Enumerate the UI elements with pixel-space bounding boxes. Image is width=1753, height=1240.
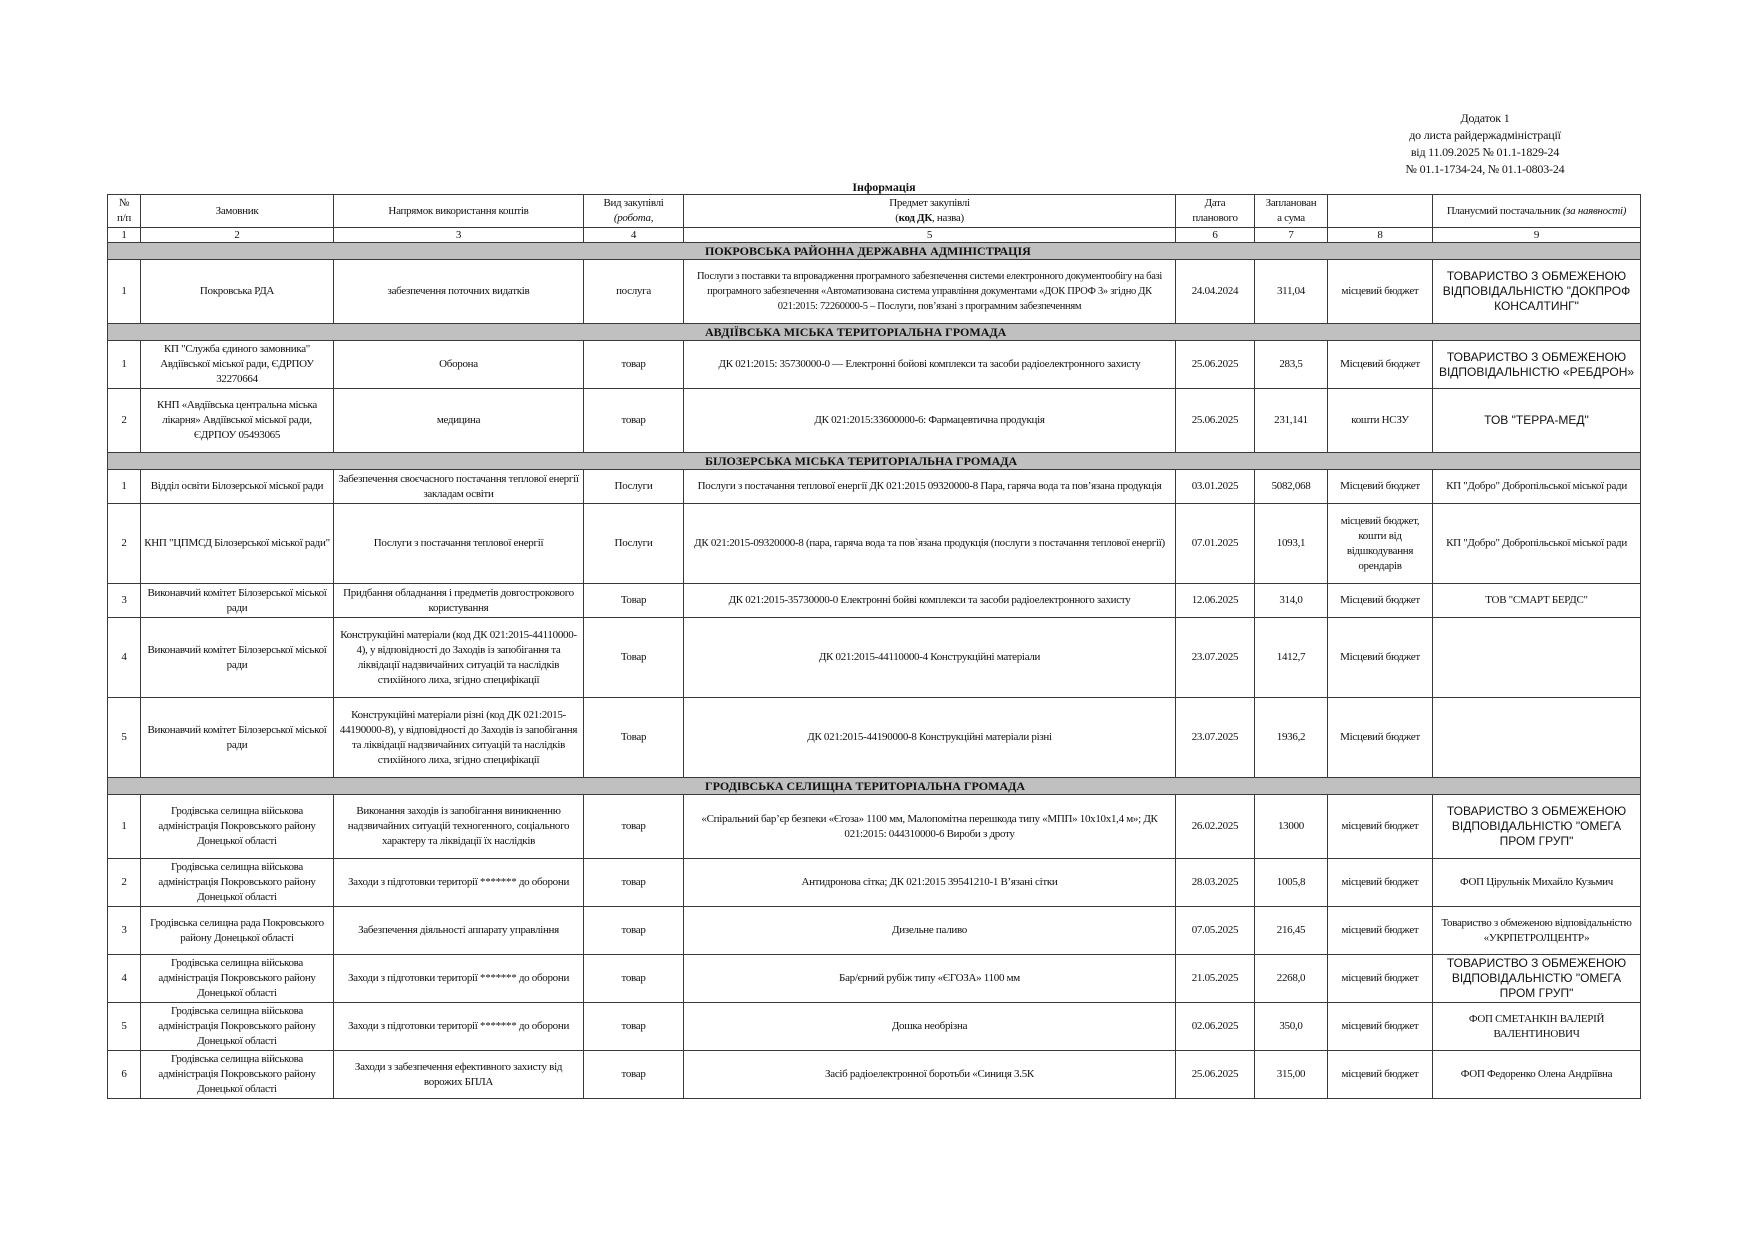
column-number: 2 [141,228,334,243]
column-numbers-row [108,228,1641,243]
column-number: 4 [584,228,684,243]
cell-purpose: Забезпечення своєчасного постачання теплової енергії закладам освіти [334,470,584,504]
header-purpose: Напрямок використання коштів [334,195,584,228]
header-amount: Запланован а сума [1255,195,1328,228]
cell-date: 25.06.2025 [1176,1051,1255,1099]
cell-type: товар [584,341,684,389]
cell-amount: 1936,2 [1255,698,1328,778]
cell-subject: ДК 021:2015-44190000-8 Конструкційні матеріали різні [684,698,1176,778]
cell-amount: 2268,0 [1255,955,1328,1003]
cell-source: Місцевий бюджет [1328,698,1433,778]
cell-type: товар [584,1051,684,1099]
table-row [108,955,1641,1003]
cell-purpose: Послуги з постачання теплової енергії [334,504,584,584]
cell-num: 4 [108,955,141,1003]
cell-source: місцевий бюджет [1328,1051,1433,1099]
cell-customer: Гродівська селищна військова адміністрація Покровського району Донецької області [141,1051,334,1099]
table-row [108,341,1641,389]
cell-subject: Дизельне паливо [684,907,1176,955]
table-row [108,1051,1641,1099]
cell-supplier: ТОВАРИСТВО З ОБМЕЖЕНОЮ ВІДПОВІДАЛЬНІСТЮ «РЕБДРОН» [1433,341,1641,389]
cell-amount: 350,0 [1255,1003,1328,1051]
cell-num: 1 [108,470,141,504]
section-title: БІЛОЗЕРСЬКА МІСЬКА ТЕРИТОРІАЛЬНА ГРОМАДА [705,454,1018,468]
annex-line-4: № 01.1-1734-24, № 01.1-0803-24 [1405,162,1565,176]
cell-type: Товар [584,584,684,618]
cell-customer: Покровська РДА [141,260,334,324]
cell-num: 5 [108,698,141,778]
cell-supplier: ТОВ "СМАРТ БЕРДС" [1433,584,1641,618]
cell-source: місцевий бюджет [1328,795,1433,859]
cell-amount: 314,0 [1255,584,1328,618]
cell-customer: Виконавчий комітет Білозерської міської ради [141,618,334,698]
cell-source: Місцевий бюджет [1328,341,1433,389]
cell-subject: Антидронова сітка; ДК 021:2015 39541210-1 В’язані сітки [684,859,1176,907]
cell-amount: 315,00 [1255,1051,1328,1099]
cell-source: місцевий бюджет [1328,260,1433,324]
annex-line-3: від 11.09.2025 № 01.1-1829-24 [1410,145,1560,159]
cell-purpose: Заходи з підготовки території ******* до оборони [334,859,584,907]
cell-customer: Виконавчий комітет Білозерської міської ради [141,698,334,778]
table-row [108,584,1641,618]
cell-subject: Бар/єрний рубіж типу «ЄГОЗА» 1100 мм [684,955,1176,1003]
cell-purpose: Виконання заходів із запобігання виникненню надзвичайних ситуацій техногенного, соціального характеру та ліквідації їх наслідків [334,795,584,859]
cell-source: місцевий бюджет [1328,907,1433,955]
cell-supplier: ФОП Федоренко Олена Андріївна [1433,1051,1641,1099]
cell-customer: Відділ освіти Білозерської міської ради [141,470,334,504]
cell-subject: Засіб радіоелектронної боротьби «Синиця 3.5К [684,1051,1176,1099]
cell-type: Товар [584,698,684,778]
cell-supplier: КП "Добро" Добропільської міської ради [1433,504,1641,584]
cell-num: 3 [108,907,141,955]
cell-num: 2 [108,859,141,907]
annex-note [1395,110,1575,178]
cell-amount: 231,141 [1255,389,1328,453]
cell-amount: 5082,068 [1255,470,1328,504]
cell-subject: Послуги з постачання теплової енергії ДК 021:2015 09320000-8 Пара, гаряча вода та пов’язана продукція [684,470,1176,504]
cell-source: Місцевий бюджет [1328,618,1433,698]
cell-date: 07.01.2025 [1176,504,1255,584]
cell-source: місцевий бюджет [1328,1003,1433,1051]
section-title: АВДІЇВСЬКА МІСЬКА ТЕРИТОРІАЛЬНА ГРОМАДА [705,325,1007,339]
cell-date: 26.02.2025 [1176,795,1255,859]
cell-type: товар [584,859,684,907]
section-title-cell [108,243,1641,260]
section-header-row [108,453,1641,470]
column-number: 9 [1433,228,1641,243]
cell-num: 5 [108,1003,141,1051]
table-row [108,1003,1641,1051]
cell-purpose: Заходи з підготовки території ******* до оборони [334,955,584,1003]
cell-subject: «Спіральний бар’єр безпеки «Єгоза» 1100 мм, Малопомітна перешкода типу «МПП» 10х10х1,4 м»; ДК 021:2015: 044310000-6 Вироби з дроту [684,795,1176,859]
table-row [108,698,1641,778]
cell-customer: Гродівська селищна військова адміністрація Покровського району Донецької області [141,795,334,859]
section-title: ГРОДІВСЬКА СЕЛИЩНА ТЕРИТОРІАЛЬНА ГРОМАДА [705,779,1026,793]
section-header-row [108,243,1641,260]
cell-amount: 311,04 [1255,260,1328,324]
header-type: Вид закупівлі (робота, [584,195,684,228]
cell-source: місцевий бюджет [1328,955,1433,1003]
cell-date: 24.04.2024 [1176,260,1255,324]
cell-type: товар [584,389,684,453]
cell-date: 03.01.2025 [1176,470,1255,504]
cell-num: 4 [108,618,141,698]
cell-date: 25.06.2025 [1176,341,1255,389]
cell-num: 6 [108,1051,141,1099]
cell-subject: ДК 021:2015:33600000-6: Фармацевтична продукція [684,389,1176,453]
cell-type: товар [584,795,684,859]
header-row [108,195,1641,228]
cell-subject: Послуги з поставки та впровадження програмного забезпечення системи електронного документообігу на базі програмного забезпечення «Автоматизована система управління документами «ДОК ПРОФ 3» згідно ДК 021:2015: 72260000-5 – Послуги, пов’язані з програмним забезпеченням [684,260,1176,324]
annex-line-2: до листа райдержадміністрації [1409,128,1561,142]
cell-amount: 1412,7 [1255,618,1328,698]
cell-supplier: КП "Добро" Добропільської міської ради [1433,470,1641,504]
cell-num: 1 [108,795,141,859]
cell-supplier: ТОВ "ТЕРРА-МЕД" [1433,389,1641,453]
cell-num: 2 [108,389,141,453]
header-subject: Предмет закупівлі (код ДК, назва) [684,195,1176,228]
cell-customer: Гродівська селищна військова адміністрація Покровського району Донецької області [141,859,334,907]
document-title: Інформація [852,180,916,194]
table-row [108,389,1641,453]
cell-customer: КНП "ЦПМСД Білозерської міської ради" [141,504,334,584]
cell-customer: Гродівська селищна військова адміністрація Покровського району Донецької області [141,1003,334,1051]
cell-date: 23.07.2025 [1176,618,1255,698]
table-row [108,470,1641,504]
cell-customer: Гродівська селищна рада Покровського району Донецької області [141,907,334,955]
cell-date: 23.07.2025 [1176,698,1255,778]
cell-purpose: Конструкційні матеріали різні (код ДК 021:2015-44190000-8), у відповідності до Заходів із запобігання та ліквідації надзвичайних ситуацій та наслідків стихійного лиха, згідно специфікації [334,698,584,778]
cell-supplier: ТОВАРИСТВО З ОБМЕЖЕНОЮ ВІДПОВІДАЛЬНІСТЮ "ДОКПРОФ КОНСАЛТИНГ" [1433,260,1641,324]
cell-source: Місцевий бюджет [1328,584,1433,618]
cell-subject: Дошка необрізна [684,1003,1176,1051]
column-number: 3 [334,228,584,243]
cell-type: Послуги [584,470,684,504]
cell-date: 07.05.2025 [1176,907,1255,955]
cell-amount: 1005,8 [1255,859,1328,907]
annex-line-1: Додаток 1 [1460,111,1510,125]
cell-amount: 216,45 [1255,907,1328,955]
section-title-cell [108,453,1641,470]
cell-source: Місцевий бюджет [1328,470,1433,504]
cell-subject: ДК 021:2015-44110000-4 Конструкційні матеріали [684,618,1176,698]
cell-purpose: Заходи з підготовки території ******* до оборони [334,1003,584,1051]
section-title-cell [108,778,1641,795]
header-date: Дата планового [1176,195,1255,228]
cell-purpose: Конструкційні матеріали (код ДК 021:2015-44110000-4), у відповідності до Заходів із запобігання та ліквідації надзвичайних ситуацій та наслідків стихійного лиха, згідно специфікації [334,618,584,698]
section-title-cell [108,324,1641,341]
cell-supplier: ФОП Цірульнік Михайло Кузьмич [1433,859,1641,907]
column-number: 1 [108,228,141,243]
cell-type: товар [584,907,684,955]
cell-subject: ДК 021:2015-35730000-0 Електронні бойві комплекси та засоби радіоелектронного захисту [684,584,1176,618]
table-row [108,859,1641,907]
cell-customer: КНП «Авдіївська центральна міська лікарня» Авдіївської міської ради, ЄДРПОУ 05493065 [141,389,334,453]
cell-supplier [1433,698,1641,778]
cell-source: кошти НСЗУ [1328,389,1433,453]
cell-num: 2 [108,504,141,584]
cell-purpose: Заходи з забезпечення ефективного захисту від ворожих БПЛА [334,1051,584,1099]
cell-date: 02.06.2025 [1176,1003,1255,1051]
cell-source: місцевий бюджет, кошти від відшкодування орендарів [1328,504,1433,584]
table-row [108,618,1641,698]
cell-supplier: Товариство з обмеженою відповідальністю «УКРПЕТРОЛЦЕНТР» [1433,907,1641,955]
cell-date: 28.03.2025 [1176,859,1255,907]
cell-subject: ДК 021:2015-09320000-8 (пара, гаряча вода та пов`язана продукція (послуги з постачання теплової енергії) [684,504,1176,584]
table-row [108,907,1641,955]
cell-purpose: Оборона [334,341,584,389]
header-num: № п/п [108,195,141,228]
cell-customer: Гродівська селищна військова адміністрація Покровського району Донецької області [141,955,334,1003]
cell-num: 1 [108,341,141,389]
cell-date: 12.06.2025 [1176,584,1255,618]
cell-purpose: медицина [334,389,584,453]
table-row [108,260,1641,324]
section-header-row [108,778,1641,795]
cell-amount: 1093,1 [1255,504,1328,584]
cell-amount: 13000 [1255,795,1328,859]
cell-purpose: забезпечення поточних видатків [334,260,584,324]
cell-num: 1 [108,260,141,324]
cell-num: 3 [108,584,141,618]
cell-supplier: ТОВАРИСТВО З ОБМЕЖЕНОЮ ВІДПОВІДАЛЬНІСТЮ "ОМЕГА ПРОМ ГРУП" [1433,795,1641,859]
table-row [108,504,1641,584]
cell-customer: КП "Служба єдиного замовника" Авдіївської міської ради, ЄДРПОУ 32270664 [141,341,334,389]
cell-amount: 283,5 [1255,341,1328,389]
cell-type: товар [584,1003,684,1051]
cell-customer: Виконавчий комітет Білозерської міської ради [141,584,334,618]
cell-purpose: Забезпечення діяльності аппарату управління [334,907,584,955]
cell-subject: ДК 021:2015: 35730000-0 — Електронні бойові комплекси та засоби радіоелектронного захисту [684,341,1176,389]
cell-supplier [1433,618,1641,698]
header-supplier: Планусмий постачальник (за наявності) [1433,195,1641,228]
section-header-row [108,324,1641,341]
cell-supplier: ФОП СМЕТАНКІН ВАЛЕРІЙ ВАЛЕНТИНОВИЧ [1433,1003,1641,1051]
procurement-table [107,194,1641,1099]
cell-type: послуга [584,260,684,324]
section-title: ПОКРОВСЬКА РАЙОННА ДЕРЖАВНА АДМІНІСТРАЦІЯ [705,244,1031,258]
cell-type: товар [584,955,684,1003]
cell-date: 21.05.2025 [1176,955,1255,1003]
cell-type: Послуги [584,504,684,584]
header-source [1328,195,1433,228]
column-number: 8 [1328,228,1433,243]
cell-type: Товар [584,618,684,698]
column-number: 7 [1255,228,1328,243]
column-number: 6 [1176,228,1255,243]
cell-supplier: ТОВАРИСТВО З ОБМЕЖЕНОЮ ВІДПОВІДАЛЬНІСТЮ "ОМЕГА ПРОМ ГРУП" [1433,955,1641,1003]
cell-source: місцевий бюджет [1328,859,1433,907]
cell-purpose: Придбання обладнання і предметів довгострокового користування [334,584,584,618]
header-customer: Замовник [141,195,334,228]
cell-date: 25.06.2025 [1176,389,1255,453]
column-number: 5 [684,228,1176,243]
table-row [108,795,1641,859]
